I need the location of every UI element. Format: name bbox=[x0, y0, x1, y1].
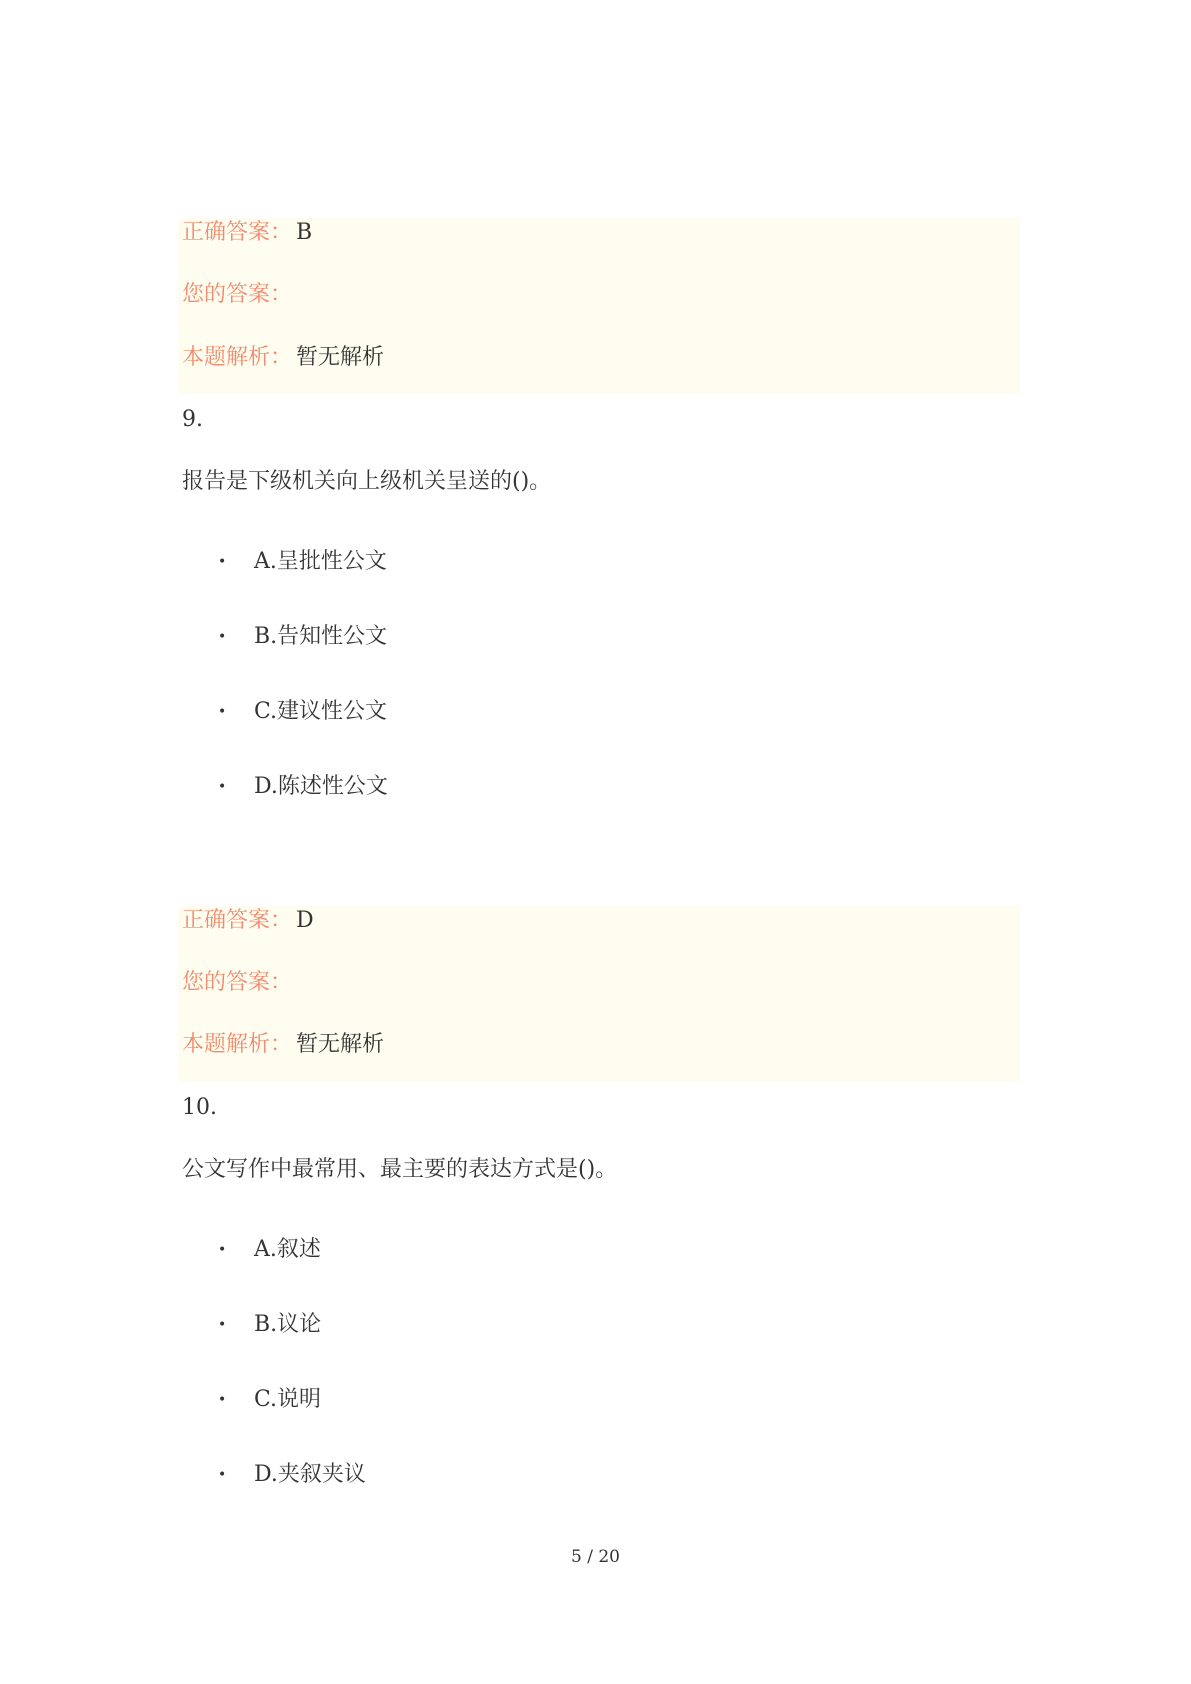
question-text-10: 公文写作中最常用、最主要的表达方式是()。 bbox=[182, 1157, 618, 1182]
correct-answer-label: 正确答案： bbox=[182, 220, 293, 245]
option-9-d bbox=[218, 772, 388, 802]
question-text-9: 报告是下级机关向上级机关呈送的()。 bbox=[182, 469, 552, 494]
option-text: C.说明 bbox=[254, 1387, 322, 1412]
option-text: D.陈述性公文 bbox=[254, 774, 388, 799]
correct-answer-value: D bbox=[296, 908, 314, 933]
option-10-c bbox=[218, 1385, 321, 1415]
correct-answer-row-2 bbox=[182, 906, 314, 936]
your-answer-label: 您的答案： bbox=[182, 282, 293, 307]
correct-answer-label: 正确答案： bbox=[182, 908, 293, 933]
question-number-10: 10. bbox=[182, 1095, 217, 1120]
option-text: B.议论 bbox=[254, 1312, 322, 1337]
page-number: 5 / 20 bbox=[571, 1547, 620, 1567]
option-text: A.呈批性公文 bbox=[254, 549, 387, 574]
bullet-icon: • bbox=[218, 779, 227, 795]
bullet-icon: • bbox=[218, 1242, 227, 1258]
analysis-label: 本题解析： bbox=[182, 345, 293, 370]
option-text: C.建议性公文 bbox=[254, 699, 388, 724]
bullet-icon: • bbox=[218, 1467, 227, 1483]
your-answer-row-2 bbox=[182, 968, 292, 998]
your-answer-row-1 bbox=[182, 280, 292, 310]
bullet-icon: • bbox=[218, 629, 227, 645]
option-text: A.叙述 bbox=[254, 1237, 321, 1262]
option-text: D.夹叙夹议 bbox=[254, 1462, 366, 1487]
bullet-icon: • bbox=[218, 704, 227, 720]
analysis-label: 本题解析： bbox=[182, 1032, 293, 1057]
option-10-d bbox=[218, 1460, 366, 1490]
question-number-9: 9. bbox=[182, 407, 203, 432]
option-9-b bbox=[218, 622, 387, 652]
correct-answer-value: B bbox=[296, 220, 313, 245]
correct-answer-row-1 bbox=[182, 218, 312, 248]
analysis-row-2 bbox=[182, 1030, 384, 1060]
bullet-icon: • bbox=[218, 1317, 227, 1333]
bullet-icon: • bbox=[218, 554, 227, 570]
option-10-b bbox=[218, 1310, 321, 1340]
option-9-c bbox=[218, 697, 387, 727]
analysis-value: 暂无解析 bbox=[296, 1032, 385, 1057]
option-text: B.告知性公文 bbox=[254, 624, 388, 649]
option-9-a bbox=[218, 547, 387, 577]
analysis-row-1 bbox=[182, 343, 384, 373]
your-answer-label: 您的答案： bbox=[182, 970, 293, 995]
bullet-icon: • bbox=[218, 1392, 227, 1408]
analysis-value: 暂无解析 bbox=[296, 345, 385, 370]
option-10-a bbox=[218, 1235, 321, 1265]
